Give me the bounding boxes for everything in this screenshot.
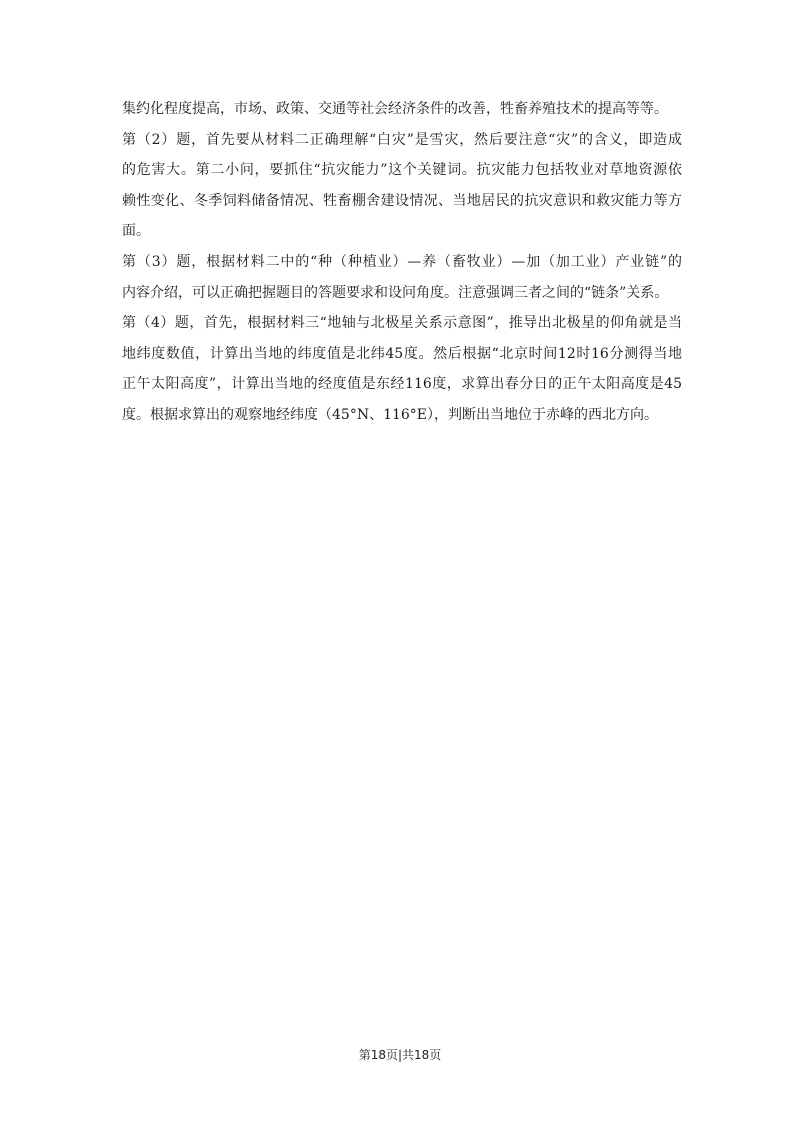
text-line-10: 正午太阳高度”，计算出当地的经度值是东经116度，求算出春分日的正午太阳高度是45 xyxy=(122,376,682,393)
text-line-1: 集约化程度提高，市场、政策、交通等社会经济条件的改善，牲畜养殖技术的提高等等。 xyxy=(122,101,668,117)
text-line-7: 内容介绍，可以正确把握题目的答题要求和设问角度。注意强调三者之间的“链条”关系。 xyxy=(122,284,669,301)
text-line-5: 面。 xyxy=(122,223,150,240)
text-line-9: 地纬度数值，计算出当地的纬度值是北纬45度。然后根据“北京时间12时16分测得当地 xyxy=(122,345,682,362)
text-line-4: 赖性变化、冬季饲料储备情况、牲畜棚舍建设情况、当地居民的抗灾意识和救灾能力等方 xyxy=(122,192,682,209)
text-line-8: 第（4）题，首先，根据材料三“地轴与北极星关系示意图”，推导出北极星的仰角就是当 xyxy=(122,315,682,332)
answer-explanation-text xyxy=(122,94,682,431)
text-line-11: 度。根据求算出的观察地经纬度（45°N、116°E），判断出当地位于赤峰的西北方向。 xyxy=(122,406,659,423)
page-number-footer: 第18页|共18页 xyxy=(358,1048,442,1062)
text-line-2: 第（2）题，首先要从材料二正确理解“白灾”是雪灾，然后要注意“灾”的含义，即造成 xyxy=(122,131,682,148)
text-line-3: 的危害大。第二小问，要抓住“抗灾能力”这个关键词。抗灾能力包括牧业对草地资源依 xyxy=(122,162,682,179)
text-line-6: 第（3）题，根据材料二中的“种（种植业）—养（畜牧业）—加（加工业）产业链”的 xyxy=(122,253,682,270)
